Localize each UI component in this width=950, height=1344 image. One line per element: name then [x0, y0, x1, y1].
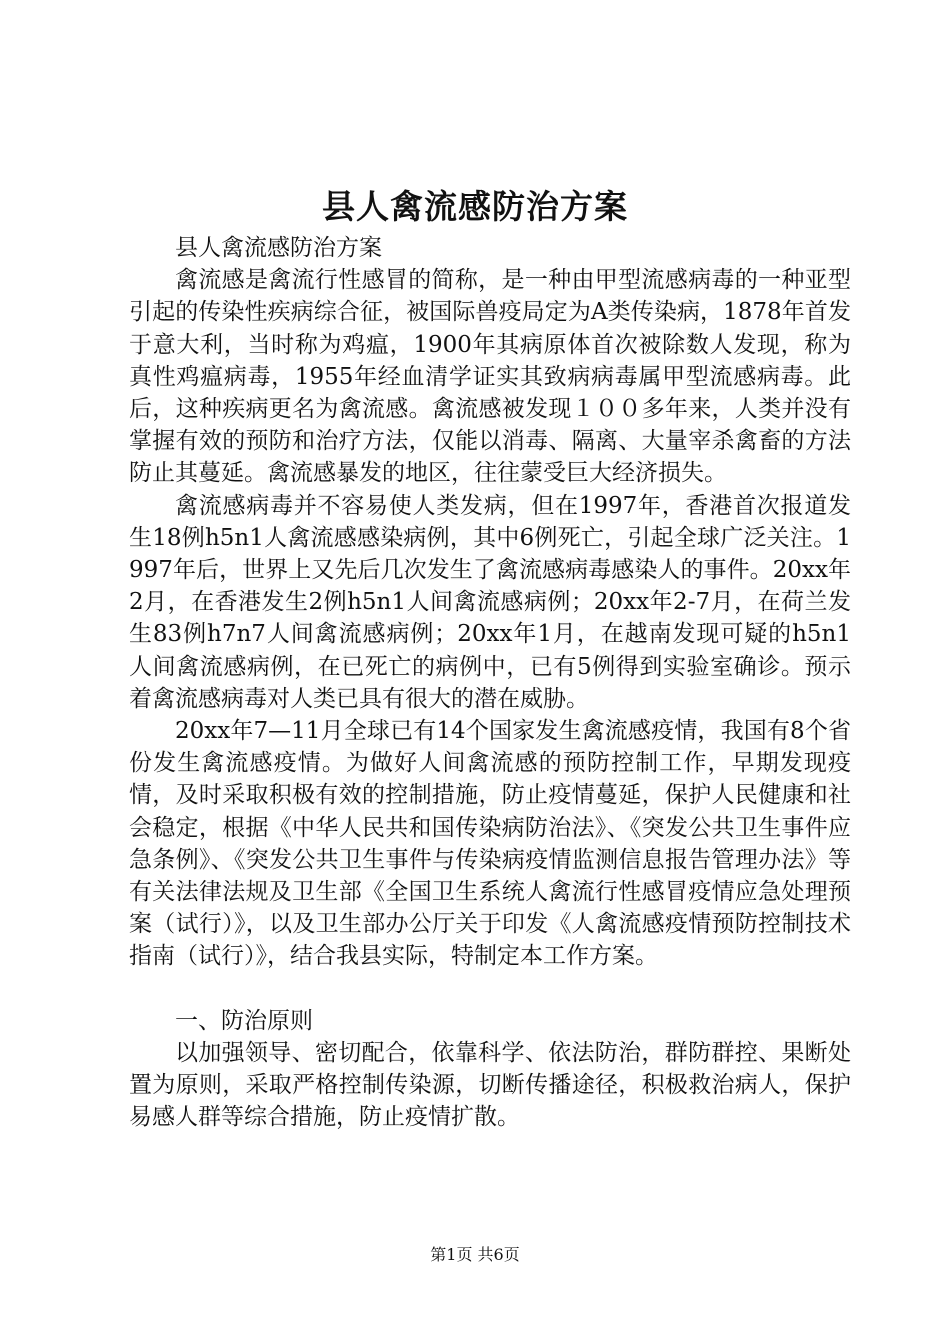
page-footer: 第1页 共6页 — [430, 1245, 520, 1264]
section-heading: 一、防治原则 — [175, 1007, 313, 1034]
document-title: 县人禽流感防治方案 — [322, 187, 628, 226]
paragraph-history: 禽流感病毒并不容易使人类发病，但在1997年，香港首次报道发生18例h5n1人禽流感感染病例，其中6例死亡，引起全球广泛关注。1997年后，世界上又先后几次发生了禽流感病毒感染人的事件。20xx年2月，在香港发生2例h5n1人间禽流感病例；20xx年2-7月，在荷兰发生83例h7n7人间禽流感病例；20xx年1月，在越南发现可疑的h5n1人间禽流感病例，在已死亡的病例中，已有5例得到实验室确诊。预示着禽流感病毒对人类已具有很大的潜在威胁。 — [129, 492, 851, 712]
document-subtitle: 县人禽流感防治方案 — [175, 235, 382, 261]
paragraph-intro: 禽流感是禽流行性感冒的简称，是一种由甲型流感病毒的一种亚型引起的传染性疾病综合征，被国际兽疫局定为A类传染病，1878年首发于意大利，当时称为鸡瘟，1900年其病原体首次被除数人发现，称为真性鸡瘟病毒，1955年经血清学证实其致病病毒属甲型流感病毒。此后，这种疾病更名为禽流感。禽流感被发现１００多年来，人类并没有掌握有效的预防和治疗方法，仅能以消毒、隔离、大量宰杀禽畜的方法防止其蔓延。禽流感暴发的地区，往往蒙受巨大经济损失。 — [129, 267, 851, 487]
section-paragraph: 以加强领导、密切配合，依靠科学、依法防治，群防群控、果断处置为原则，采取严格控制传染源，切断传播途径，积极救治病人，保护易感人群等综合措施，防止疫情扩散。 — [129, 1039, 851, 1131]
paragraph-purpose: 20xx年7—11月全球已有14个国家发生禽流感疫情，我国有8个省份发生禽流感疫情。为做好人间禽流感的预防控制工作，早期发现疫情，及时采取积极有效的控制措施，防止疫情蔓延，保护人民健康和社会稳定，根据《中华人民共和国传染病防治法》、《突发公共卫生事件应急条例》、《突发公共卫生事件与传染病疫情监测信息报告管理办法》等有关法律法规及卫生部《全国卫生系统人禽流行性感冒疫情应急处理预案（试行）》，以及卫生部办公厅关于印发《人禽流感疫情预防控制技术指南（试行）》，结合我县实际，特制定本工作方案。 — [129, 718, 851, 970]
document-body — [129, 232, 851, 1133]
